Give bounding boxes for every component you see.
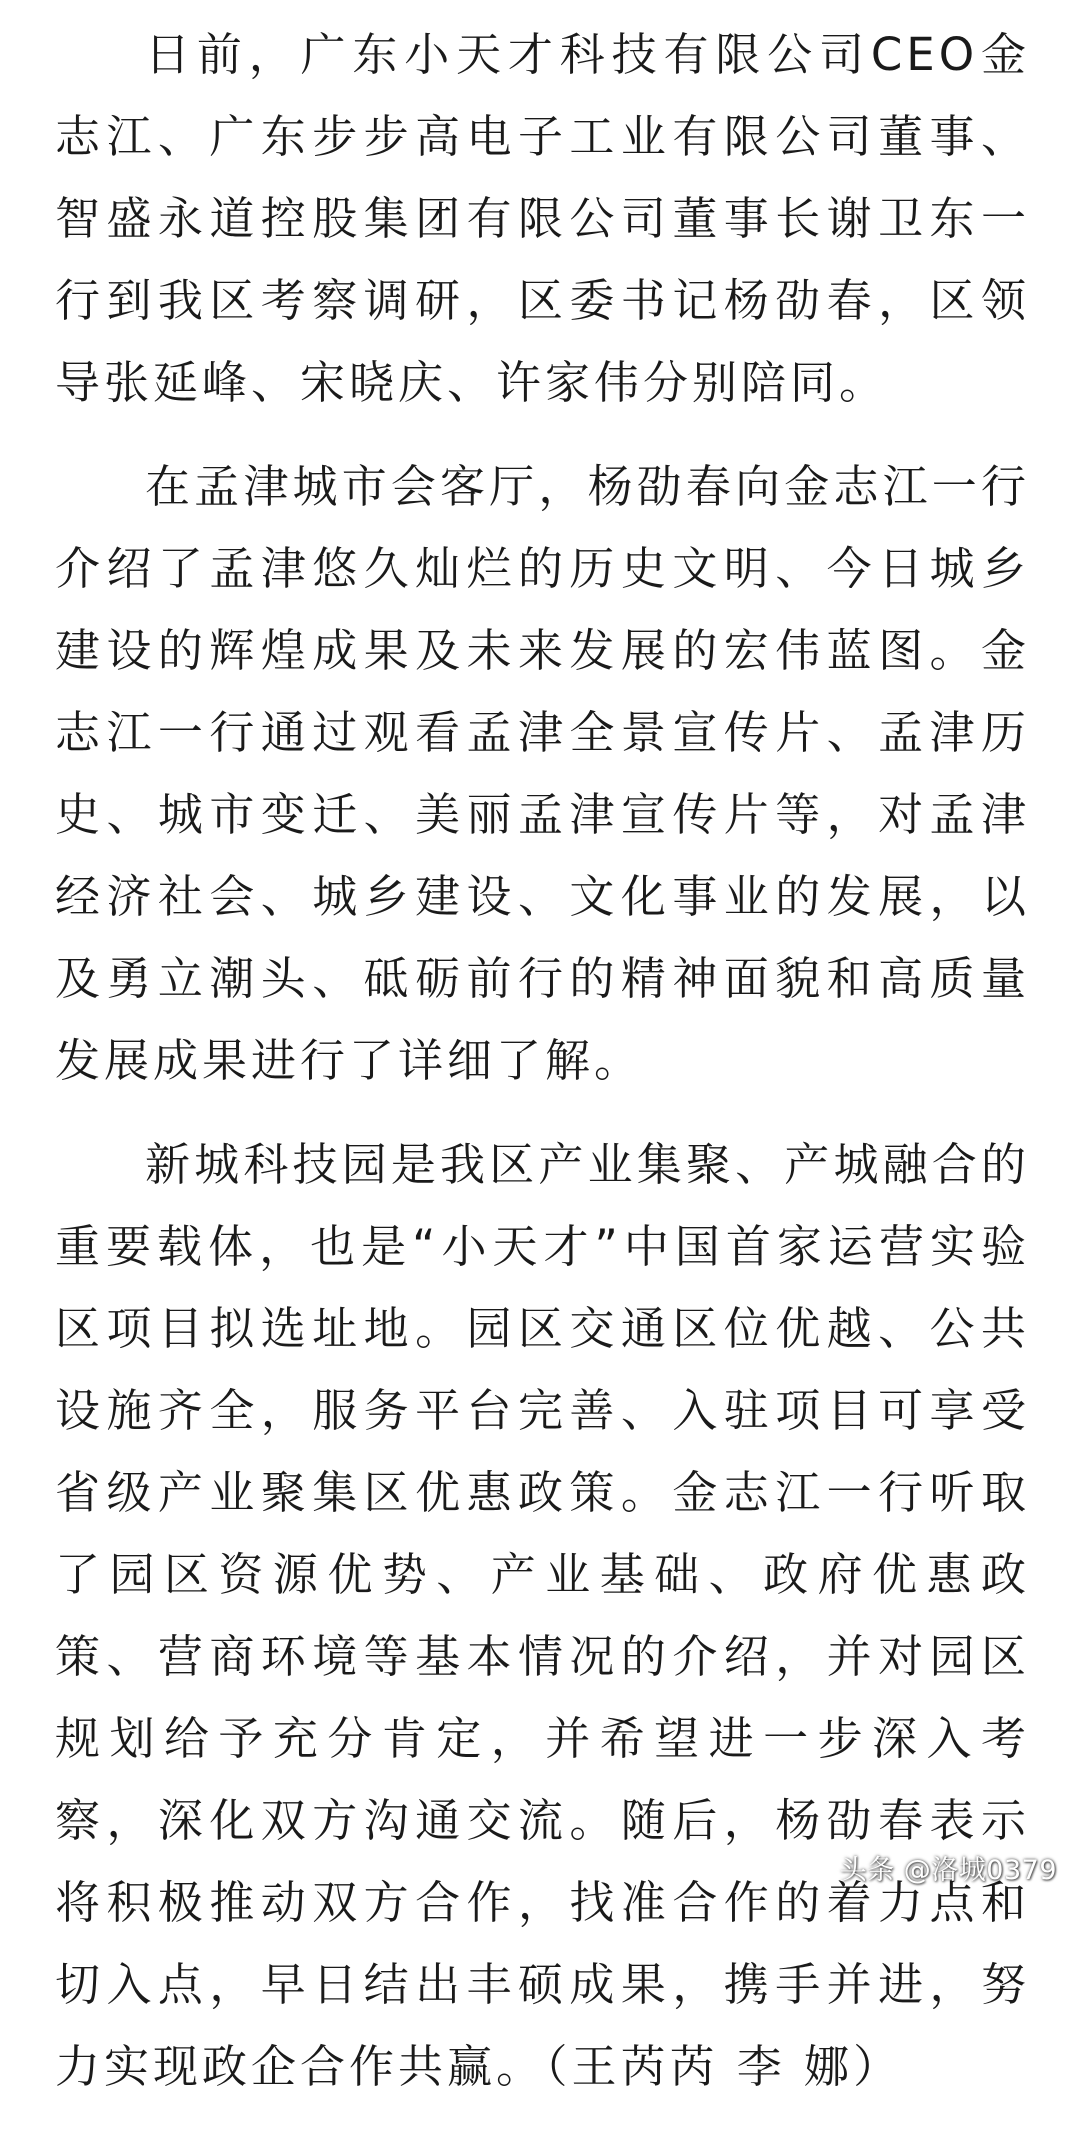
paragraph-1: 日前，广东小天才科技有限公司CEO金志江、广东步步高电子工业有限公司董事、智盛永道控股集团有限公司董事长谢卫东一行到我区考察调研，区委书记杨劭春，区领导张延峰、宋晓庆、许家伟分别陪同。	[55, 28, 1030, 409]
paragraph-2: 在孟津城市会客厅，杨劭春向金志江一行介绍了孟津悠久灿烂的历史文明、今日城乡建设的辉煌成果及未来发展的宏伟蓝图。金志江一行通过观看孟津全景宣传片、孟津历史、城市变迁、美丽孟津宣传片等，对孟津经济社会、城乡建设、文化事业的发展，以及勇立潮头、砥砺前行的精神面貌和高质量发展成果进行了详细了解。	[55, 460, 1030, 1087]
watermark: 头条 @洛城0379	[839, 1855, 1057, 1886]
paragraph-3: 新城科技园是我区产业集聚、产城融合的重要载体，也是“小天才”中国首家运营实验区项目拟选址地。园区交通区位优越、公共设施齐全，服务平台完善、入驻项目可享受省级产业聚集区优惠政策。金志江一行听取了园区资源优势、产业基础、政府优惠政策、营商环境等基本情况的介绍，并对园区规划给予充分肯定，并希望进一步深入考察，深化双方沟通交流。随后，杨劭春表示将积极推动双方合作，找准合作的着力点和切入点，早日结出丰硕成果，携手并进，努力实现政企合作共赢。（王芮芮 李 娜）	[55, 1138, 1030, 2093]
article-body	[55, 14, 1030, 2130]
